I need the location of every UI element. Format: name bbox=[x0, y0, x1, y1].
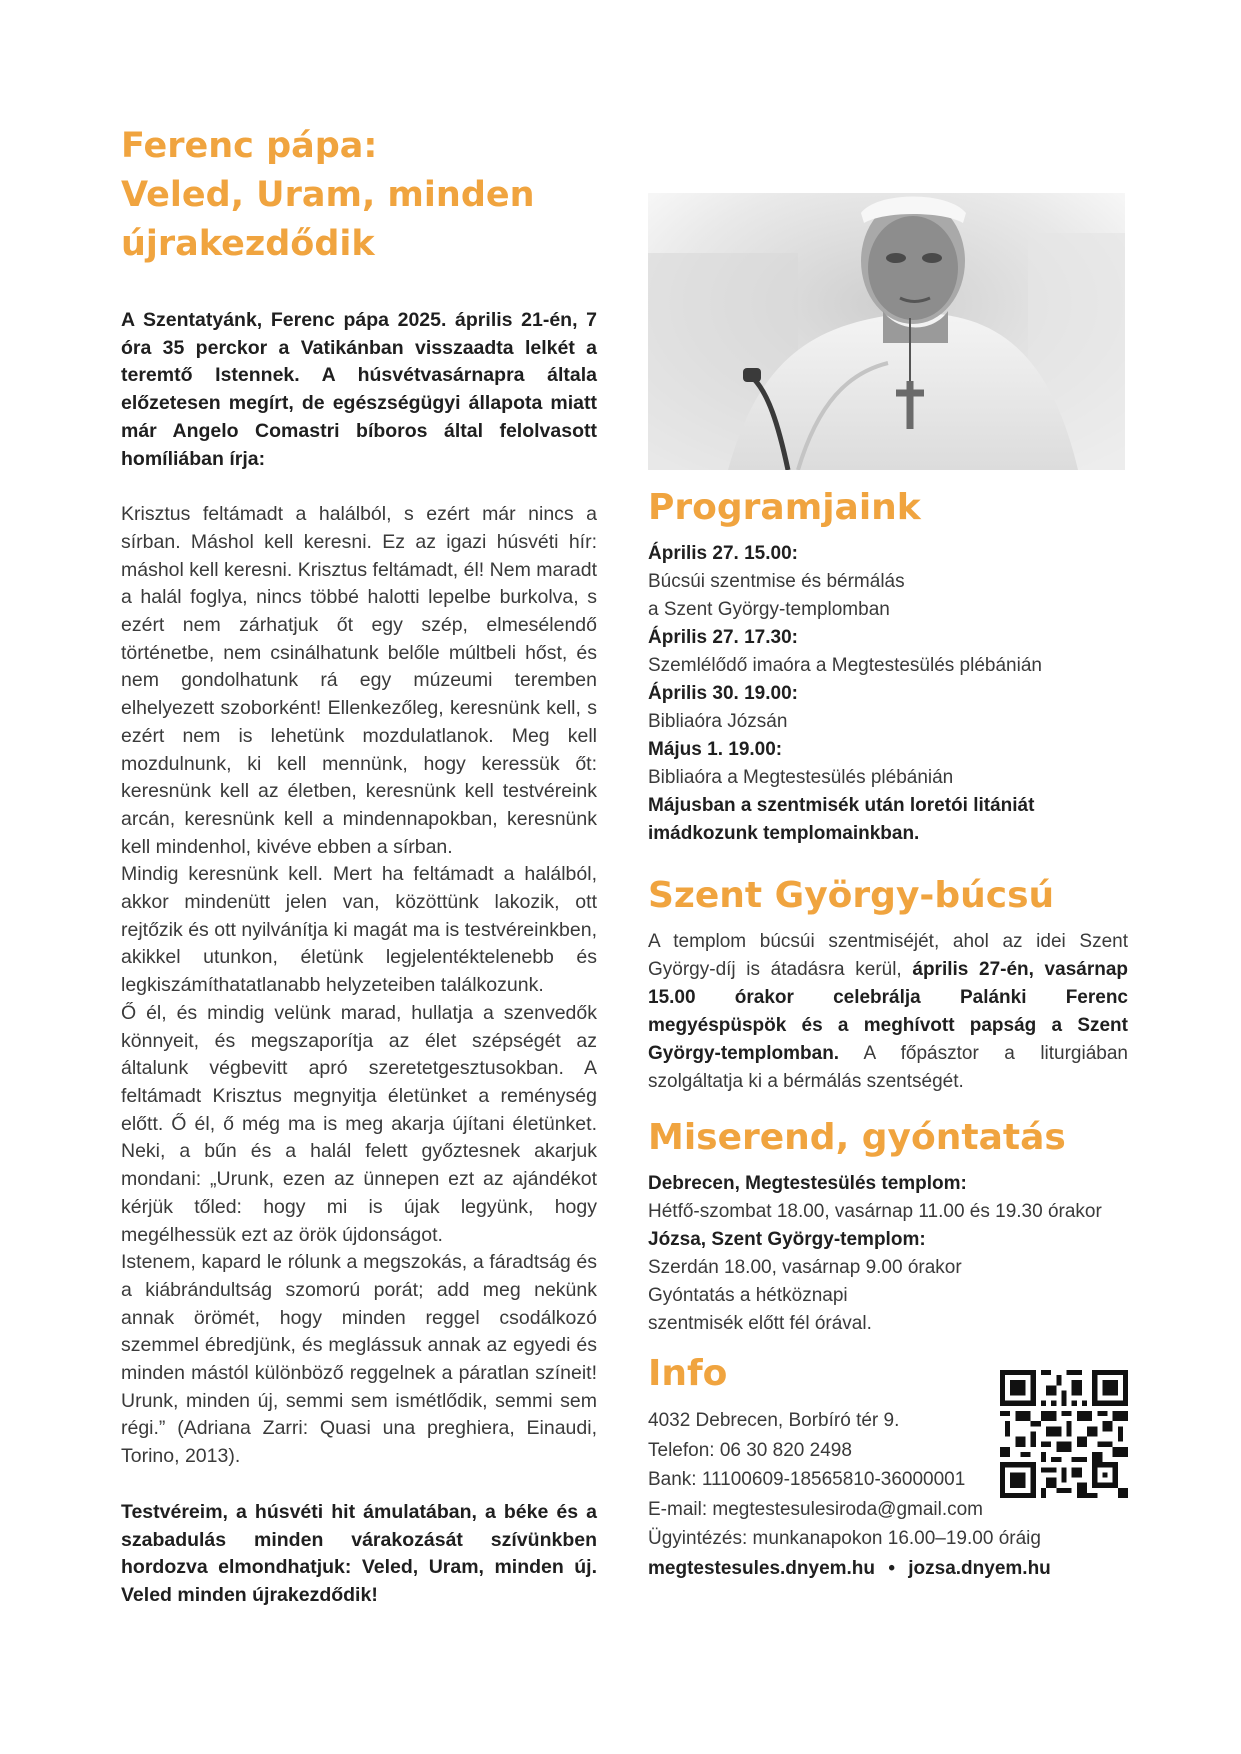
confession-line-2: szentmisék előtt fél órával. bbox=[648, 1313, 872, 1334]
program-desc: Szemlélődő imaóra a Megtestesülés plébánián bbox=[648, 655, 1042, 676]
article-closing: Testvéreim, a húsvéti hit ámulatában, a béke és a szabadulás minden várakozását szívünkben hordozva elmondhatjuk: Veled, Uram, minden új. Veled minden újrakezdődik! bbox=[121, 1500, 597, 1606]
program-desc: Bibliaóra Józsán bbox=[648, 711, 788, 732]
program-date: Április 27. 17.30: bbox=[648, 627, 798, 648]
pope-portrait-image bbox=[648, 193, 1125, 470]
info-office-hours: Ügyintézés: munkanapokon 16.00–19.00 óráig bbox=[648, 1528, 1041, 1549]
program-date: Április 27. 15.00: bbox=[648, 543, 798, 564]
mass-place-debrecen: Debrecen, Megtestesülés templom: bbox=[648, 1173, 967, 1194]
bucsu-text bbox=[648, 928, 1128, 1096]
program-desc: Bibliaóra a Megtestesülés plébánián bbox=[648, 767, 954, 788]
confession-line-1: Gyóntatás a hétköznapi bbox=[648, 1285, 848, 1306]
bucsu-text-plain: A templom búcsúi szentmiséjét, ahol az idei Szent György-díj is átadásra kerül, bbox=[648, 931, 1128, 980]
article-body bbox=[121, 501, 597, 1471]
bucsu-text-bold: április 27-én, vasárnap 15.00 órakor celebrálja Palánki Ferenc megyéspüspök és a meghívott papság a Szent György-templomban. bbox=[648, 959, 1129, 1064]
separator-dot: • bbox=[888, 1557, 895, 1579]
article-title-line-1: Ferenc pápa: bbox=[121, 126, 378, 166]
article-paragraph: Ő él, és mindig velünk marad, hullatja a szenvedők könnyeit, és megszaporítja az élet szépségét az általunk végbevitt apró szeretetgesztusokban. A feltámadt Krisztus megnyitja életünket a reménység előtt. Ő él, ő még ma is meg akarja újítani életünket. Neki, a bűn és a halál felett győztesnek akarjuk mondani: „Urunk, ezen az ünnepen ezt az ajándékot kérjük tőled: hogy mi is újak legyünk, hogy megélhessük ezt az örök újdonságot. bbox=[121, 1001, 597, 1246]
program-desc: a Szent György-templomban bbox=[648, 599, 890, 620]
mass-times-debrecen: Hétfő-szombat 18.00, vasárnap 11.00 és 19.30 órakor bbox=[648, 1201, 1102, 1222]
info-websites bbox=[648, 1554, 1128, 1584]
programs-title: Programjaink bbox=[648, 487, 921, 528]
article-column bbox=[121, 122, 597, 1610]
mass-schedule bbox=[648, 1170, 1128, 1338]
article-paragraph: Istenem, kapard le rólunk a megszokás, a fáradtság és a kiábrándultság szomorú porát; add meg nekünk annak örömét, hogy minden reggel csodálkozó szemmel ébredjünk, és meglássuk annak az egyedi és minden mástól különböző reggelnek a páratlan színeit! Urunk, minden új, semmi sem ismétlődik, semmi sem régi.” (Adriana Zarri: Quasi una preghiera, Einaudi, Torino, 2013). bbox=[121, 1251, 597, 1468]
article-paragraph: Krisztus feltámadt a halálból, s ezért már nincs a sírban. Máshol kell keresni. Ez az igazi húsvéti hír: máshol kell keresni. Krisztus feltámadt, él! Nem maradt a halál foglya, nincs többé halotti lepelbe burkolva, s ezért nem zárhatjuk őt egy szép, elmesélendő történetbe, nem csinálhatunk belőle múltbeli hőst, és nem gondolhatunk rá egy múzeumi teremben elhelyezett szoborként! Ellenkezőleg, keresnünk kell, s ezért nem is lehetünk mozdulatlanok. Meg kell mozdulnunk, ki kell mennünk, hogy keressük őt: keresnünk kell az életben, keresnünk kell testvéreink arcán, keresnünk kell a mindennapokban, keresnünk kell mindenhol, kivéve ebben a sírban. bbox=[121, 503, 597, 858]
info-address: 4032 Debrecen, Borbíró tér 9. bbox=[648, 1410, 900, 1431]
info-phone: Telefon: 06 30 820 2498 bbox=[648, 1439, 852, 1461]
article-title-line-3: újrakezdődik bbox=[121, 224, 375, 264]
bucsu-title: Szent György-búcsú bbox=[648, 875, 1055, 916]
article-title bbox=[121, 122, 597, 269]
mass-times-jozsa: Szerdán 18.00, vasárnap 9.00 órakor bbox=[648, 1257, 962, 1278]
qr-code-icon bbox=[1000, 1370, 1128, 1498]
info-title: Info bbox=[648, 1353, 728, 1394]
program-date: Április 30. 19.00: bbox=[648, 683, 798, 704]
info-bank: Bank: 11100609-18565810-36000001 bbox=[648, 1469, 966, 1490]
website-link[interactable]: megtestesules.dnyem.hu bbox=[648, 1557, 876, 1579]
mass-place-jozsa: Józsa, Szent György-templom: bbox=[648, 1229, 926, 1250]
article-paragraph: Mindig keresnünk kell. Mert ha feltámadt a halálból, akkor mindenütt jelen van, közöttünk lakozik, ott rejtőzik és ott nyilvánítja ki magát ma is testvéreinkben, akikkel utunkon, életünk legjelentéktelenebb és legkiszámíthatatlanabb helyzeteiben találkozunk. bbox=[121, 863, 597, 997]
article-title-line-2: Veled, Uram, minden bbox=[121, 175, 535, 215]
programs-note: Májusban a szentmisék után loretói litániát imádkozunk templomainkban. bbox=[648, 795, 1035, 844]
article-lead: A Szentatyánk, Ferenc pápa 2025. április 21-én, 7 óra 35 perckor a Vatikánban visszaadta lelkét a teremtő Istennek. A húsvétvasárnapra általa előzetesen megírt, de egészségügyi állapota miatt már Angelo Comastri bíboros által felolvasott homíliában írja: bbox=[121, 309, 597, 470]
programs-list bbox=[648, 540, 1128, 848]
website-link[interactable]: jozsa.dnyem.hu bbox=[908, 1557, 1051, 1579]
mass-title: Miserend, gyóntatás bbox=[648, 1117, 1066, 1158]
program-desc: Búcsúi szentmise és bérmálás bbox=[648, 571, 905, 592]
bucsu-text-plain: A főpásztor a liturgiában szolgáltatja ki a bérmálás szentségét. bbox=[648, 1043, 1128, 1092]
program-date: Május 1. 19.00: bbox=[648, 739, 783, 760]
info-email[interactable]: E-mail: megtestesulesiroda@gmail.com bbox=[648, 1498, 984, 1520]
